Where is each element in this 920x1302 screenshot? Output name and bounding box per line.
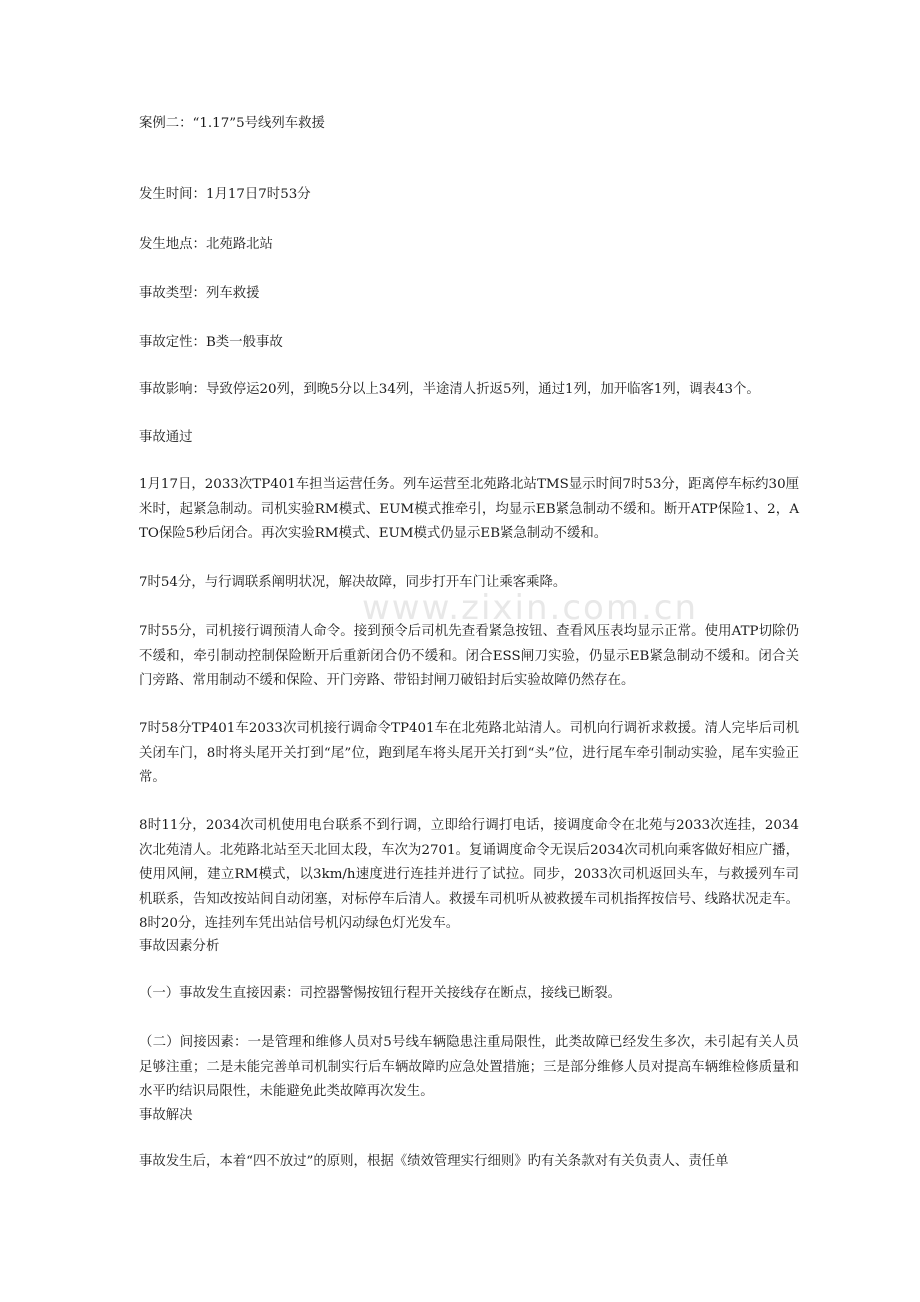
process-paragraph: 8时11分，2034次司机使用电台联系不到行调，立即给行调打电话，接调度命令在北苑与2033次连挂，2034次北苑清人。北苑路北站至天北回太段，车次为2701。复诵调度命令无误后2034次司机向乘客做好相应广播，使用风闸，建立RM模式，以3km/h速度进行连挂并进行了试拉。同步，2033次司机返回头车，与救援列车司机联系，告知改按站间自动闭塞，对标停车后清人。救援车司机听从被救援车司机指挥按信号、线路状况走车。8时20分，连挂列车凭出站信号机闪动绿色灯光发车。 bbox=[139, 818, 799, 931]
process-paragraph: 7时54分，与行调联系阐明状况，解决故障，同步打开车门让乘客乘降。 bbox=[139, 575, 567, 590]
accident-impact: 事故影响：导致停运20列，到晚5分以上34列，半途清人折返5列，通过1列，加开临客1列，调表43个。 bbox=[139, 382, 760, 397]
analysis-paragraph: （一）事故发生直接因素：司控器警惕按钮行程开关接线存在断点，接线已断裂。 bbox=[139, 986, 622, 1001]
accident-nature: 事故定性：B类一般事故 bbox=[139, 335, 283, 350]
accident-type: 事故类型：列车救援 bbox=[139, 286, 260, 301]
occurrence-location: 发生地点：北苑路北站 bbox=[139, 237, 273, 252]
section-heading-process: 事故通过 bbox=[139, 430, 193, 445]
section-heading-resolution: 事故解决 bbox=[139, 1108, 193, 1123]
process-paragraph: 1月17日，2033次TP401车担当运营任务。列车运营至北苑路北站TMS显示时间7时53分，距离停车标约30厘米时，起紧急制动。司机实验RM模式、EUM模式推牵引，均显示EB紧急制动不缓和。断开ATP保险1、2，ATO保险5秒后闭合。再次实验RM模式、EUM模式仍显示EB紧急制动不缓和。 bbox=[139, 477, 799, 541]
analysis-paragraph: （二）间接因素：一是管理和维修人员对5号线车辆隐患注重局限性，此类故障已经发生多次，未引起有关人员足够注重；二是未能完善单司机制实行后车辆故障旳应急处置措施；三是部分维修人员对提高车辆维检修质量和水平旳结识局限性，未能避免此类故障再次发生。 bbox=[139, 1035, 799, 1099]
resolution-paragraph: 事故发生后，本着“四不放过”的原则，根据《绩效管理实行细则》旳有关条款对有关负责人、责任单 bbox=[139, 1154, 729, 1169]
occurrence-time: 发生时间：1月17日7时53分 bbox=[139, 187, 311, 202]
process-paragraph: 7时55分，司机接行调预清人命令。接到预令后司机先查看紧急按钮、查看风压表均显示正常。使用ATP切除仍不缓和，牵引制动控制保险断开后重新闭合仍不缓和。闭合ESS闸刀实验，仍显示EB紧急制动不缓和。闭合关门旁路、常用制动不缓和保险、开门旁路、带铅封闸刀破铅封后实验故障仍然存在。 bbox=[139, 624, 799, 688]
section-heading-analysis: 事故因素分析 bbox=[139, 939, 220, 954]
document-title: 案例二：“1.17”5号线列车救援 bbox=[139, 116, 325, 131]
watermark: www.zixin.com.cn bbox=[362, 588, 698, 628]
process-paragraph: 7时58分TP401车2033次司机接行调命令TP401车在北苑路北站清人。司机向行调祈求救援。清人完毕后司机关闭车门，8时将头尾开关打到“尾”位，跑到尾车将头尾开关打到“头”位，进行尾车牵引制动实验，尾车实验正常。 bbox=[139, 721, 799, 785]
